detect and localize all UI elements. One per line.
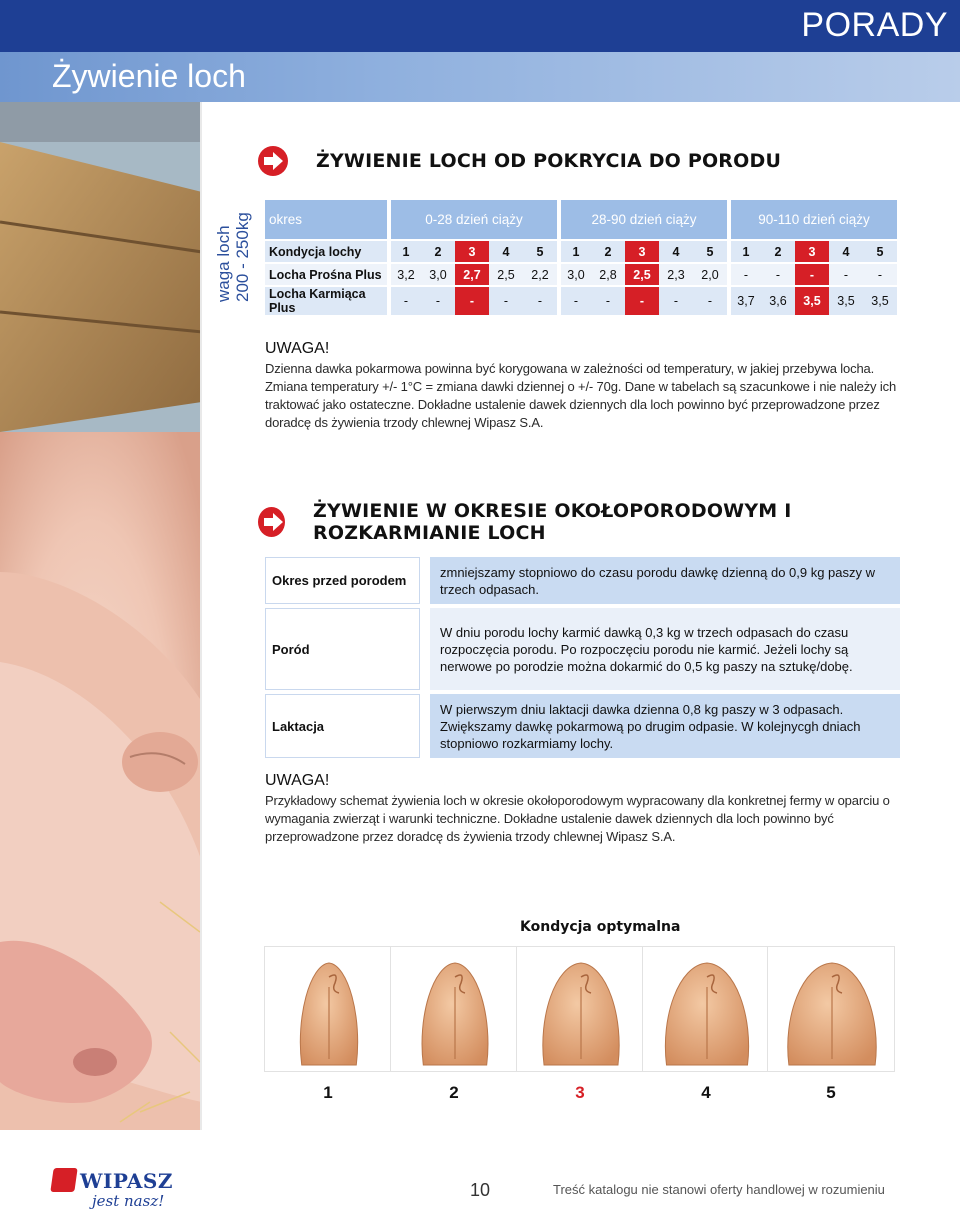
table-cell: - bbox=[421, 287, 455, 317]
table-row bbox=[265, 608, 900, 690]
table-cell: - bbox=[489, 287, 523, 317]
table-row bbox=[265, 241, 897, 264]
condition-number: 2 bbox=[449, 1083, 459, 1102]
table-cell: 2,3 bbox=[659, 264, 693, 287]
table-cell: 2,0 bbox=[693, 264, 727, 287]
table-cell: 2,7 bbox=[455, 264, 489, 287]
note-1-line-2: Zmiana temperatury +/- 1°C = zmiana dawki dziennej o +/- 70g. Dane w tabelach są szacunkowe i nie należy ich traktować jako ostateczne. Dokładne ustalenie dawek dziennych dla loch powinno być przeprowadzone przez doradcę ds żywienia trzody chlewnej Wipasz S.A. bbox=[265, 379, 897, 430]
section-title-1: ŻYWIENIE LOCH OD POKRYCIA DO PORODU bbox=[316, 150, 782, 172]
row-label: Locha Prośna Plus bbox=[265, 264, 387, 287]
table-cell: - bbox=[795, 264, 829, 287]
header-cell: 0-28 dzień ciąży bbox=[387, 200, 557, 241]
note-2-text: Przykładowy schemat żywienia loch w okresie okołoporodowym wypracowany dla konkretnej fermy w oparciu o wymagania zwierząt i warunki techniczne. Dokładne ustalenie dawek dziennych dla loch powinno być przeprowadzone przez doradcę ds żywienia trzody chlewnej Wipasz S.A. bbox=[265, 793, 890, 844]
logo-tagline: jest nasz! bbox=[92, 1192, 165, 1210]
table-cell: - bbox=[863, 264, 897, 287]
table-cell: 3,6 bbox=[761, 287, 795, 317]
pig-illustration bbox=[516, 946, 644, 1072]
table-cell: - bbox=[591, 287, 625, 317]
page-title: Żywienie loch bbox=[52, 58, 246, 94]
section-heading-2 bbox=[258, 500, 960, 544]
table-row bbox=[265, 264, 897, 287]
table-cell: 3 bbox=[795, 241, 829, 264]
table-cell: 2,5 bbox=[625, 264, 659, 287]
table-cell: 1 bbox=[557, 241, 591, 264]
section-heading-1 bbox=[258, 146, 781, 176]
wipasz-logo bbox=[52, 1166, 172, 1214]
table-cell: 4 bbox=[829, 241, 863, 264]
condition-title: Kondycja optymalna bbox=[520, 919, 681, 935]
note-1-line-1: Dzienna dawka pokarmowa powinna być korygowana w zależności od temperatury, w jakiej przebywa locha. bbox=[265, 361, 875, 376]
table-header-row bbox=[265, 200, 897, 241]
weight-label-line2: 200 - 250kg bbox=[233, 212, 252, 302]
table-cell: 4 bbox=[489, 241, 523, 264]
table-cell: - bbox=[523, 287, 557, 317]
table-cell: - bbox=[387, 287, 421, 317]
table-row bbox=[265, 694, 900, 758]
periparturient-table bbox=[265, 553, 900, 762]
pig-illustration bbox=[767, 946, 895, 1072]
table-cell: 3,7 bbox=[727, 287, 761, 317]
table-cell: 2 bbox=[761, 241, 795, 264]
table-cell: 4 bbox=[659, 241, 693, 264]
table-cell: 3,5 bbox=[829, 287, 863, 317]
table-cell: - bbox=[659, 287, 693, 317]
table-cell: 1 bbox=[727, 241, 761, 264]
arrow-right-icon bbox=[258, 146, 288, 176]
table-cell: 5 bbox=[863, 241, 897, 264]
row-label: Kondycja lochy bbox=[265, 241, 387, 264]
row-label: Locha Karmiąca Plus bbox=[265, 287, 387, 317]
table-cell: - bbox=[557, 287, 591, 317]
header-cell: 90-110 dzień ciąży bbox=[727, 200, 897, 241]
pig-illustration bbox=[390, 946, 518, 1072]
table-cell: - bbox=[455, 287, 489, 317]
table-cell: 1 bbox=[387, 241, 421, 264]
sow-photo bbox=[0, 102, 202, 1130]
disclaimer: Treść katalogu nie stanowi oferty handlowej w rozumieniu bbox=[553, 1182, 885, 1197]
condition-number: 1 bbox=[323, 1083, 333, 1102]
row-key: Poród bbox=[265, 608, 420, 690]
logo-mark-icon bbox=[50, 1168, 77, 1192]
weight-side-label bbox=[214, 212, 252, 302]
page-number: 10 bbox=[470, 1180, 491, 1200]
table-cell: 5 bbox=[693, 241, 727, 264]
row-key: Laktacja bbox=[265, 694, 420, 758]
condition-number: 4 bbox=[701, 1083, 711, 1102]
note-1 bbox=[265, 340, 905, 432]
table-cell: 2,5 bbox=[489, 264, 523, 287]
table-cell: 3,0 bbox=[421, 264, 455, 287]
table-cell: 2 bbox=[591, 241, 625, 264]
table-cell: 3,0 bbox=[557, 264, 591, 287]
note-2 bbox=[265, 772, 897, 846]
header-cell: okres bbox=[265, 200, 387, 241]
category-label: PORADY bbox=[801, 6, 948, 44]
logo-word: WIPASZ bbox=[80, 1169, 173, 1193]
arrow-right-icon bbox=[258, 507, 285, 537]
table-cell: 5 bbox=[523, 241, 557, 264]
feeding-table bbox=[265, 200, 897, 317]
table-cell: - bbox=[693, 287, 727, 317]
weight-label-line1: waga loch bbox=[214, 225, 233, 302]
note-1-title: UWAGA! bbox=[265, 340, 330, 357]
table-cell: - bbox=[625, 287, 659, 317]
table-cell: 2,2 bbox=[523, 264, 557, 287]
table-cell: 3 bbox=[455, 241, 489, 264]
table-cell: 3,2 bbox=[387, 264, 421, 287]
condition-number: 3 bbox=[575, 1083, 585, 1102]
table-cell: 2,8 bbox=[591, 264, 625, 287]
table-row bbox=[265, 287, 897, 317]
row-text: W dniu porodu lochy karmić dawką 0,3 kg w trzech odpasach do czasu rozpoczęcia porodu. Po rozpoczęciu porodu nie karmić. Jeżeli lochy są nerwowe po porodzie można dokarmić do 0,5 kg paszy na sztukę/dobę. bbox=[430, 608, 900, 690]
section-title-2: ŻYWIENIE W OKRESIE OKOŁOPORODOWYM I ROZKARMIANIE LOCH bbox=[313, 500, 792, 544]
row-key: Okres przed porodem bbox=[265, 557, 420, 604]
table-cell: - bbox=[727, 264, 761, 287]
row-text: W pierwszym dniu laktacji dawka dzienna 0,8 kg paszy w 3 odpasach. Zwiększamy dawkę pokarmową po drugim odpasie. W kolejnycgh dniach stopniowo rozkarmiamy lochy. bbox=[430, 694, 900, 758]
title-bar bbox=[0, 52, 960, 102]
table-row bbox=[265, 557, 900, 604]
table-cell: 3,5 bbox=[863, 287, 897, 317]
header-cell: 28-90 dzień ciąży bbox=[557, 200, 727, 241]
table-cell: 3 bbox=[625, 241, 659, 264]
note-2-title: UWAGA! bbox=[265, 772, 330, 789]
table-cell: 3,5 bbox=[795, 287, 829, 317]
table-cell: - bbox=[829, 264, 863, 287]
pig-illustration bbox=[264, 946, 392, 1072]
row-text: zmniejszamy stopniowo do czasu porodu dawkę dzienną do 0,9 kg paszy w trzech odpasach. bbox=[430, 557, 900, 604]
condition-number: 5 bbox=[826, 1083, 836, 1102]
table-cell: - bbox=[761, 264, 795, 287]
table-cell: 2 bbox=[421, 241, 455, 264]
pig-illustration bbox=[642, 946, 770, 1072]
header-bar bbox=[0, 0, 960, 52]
